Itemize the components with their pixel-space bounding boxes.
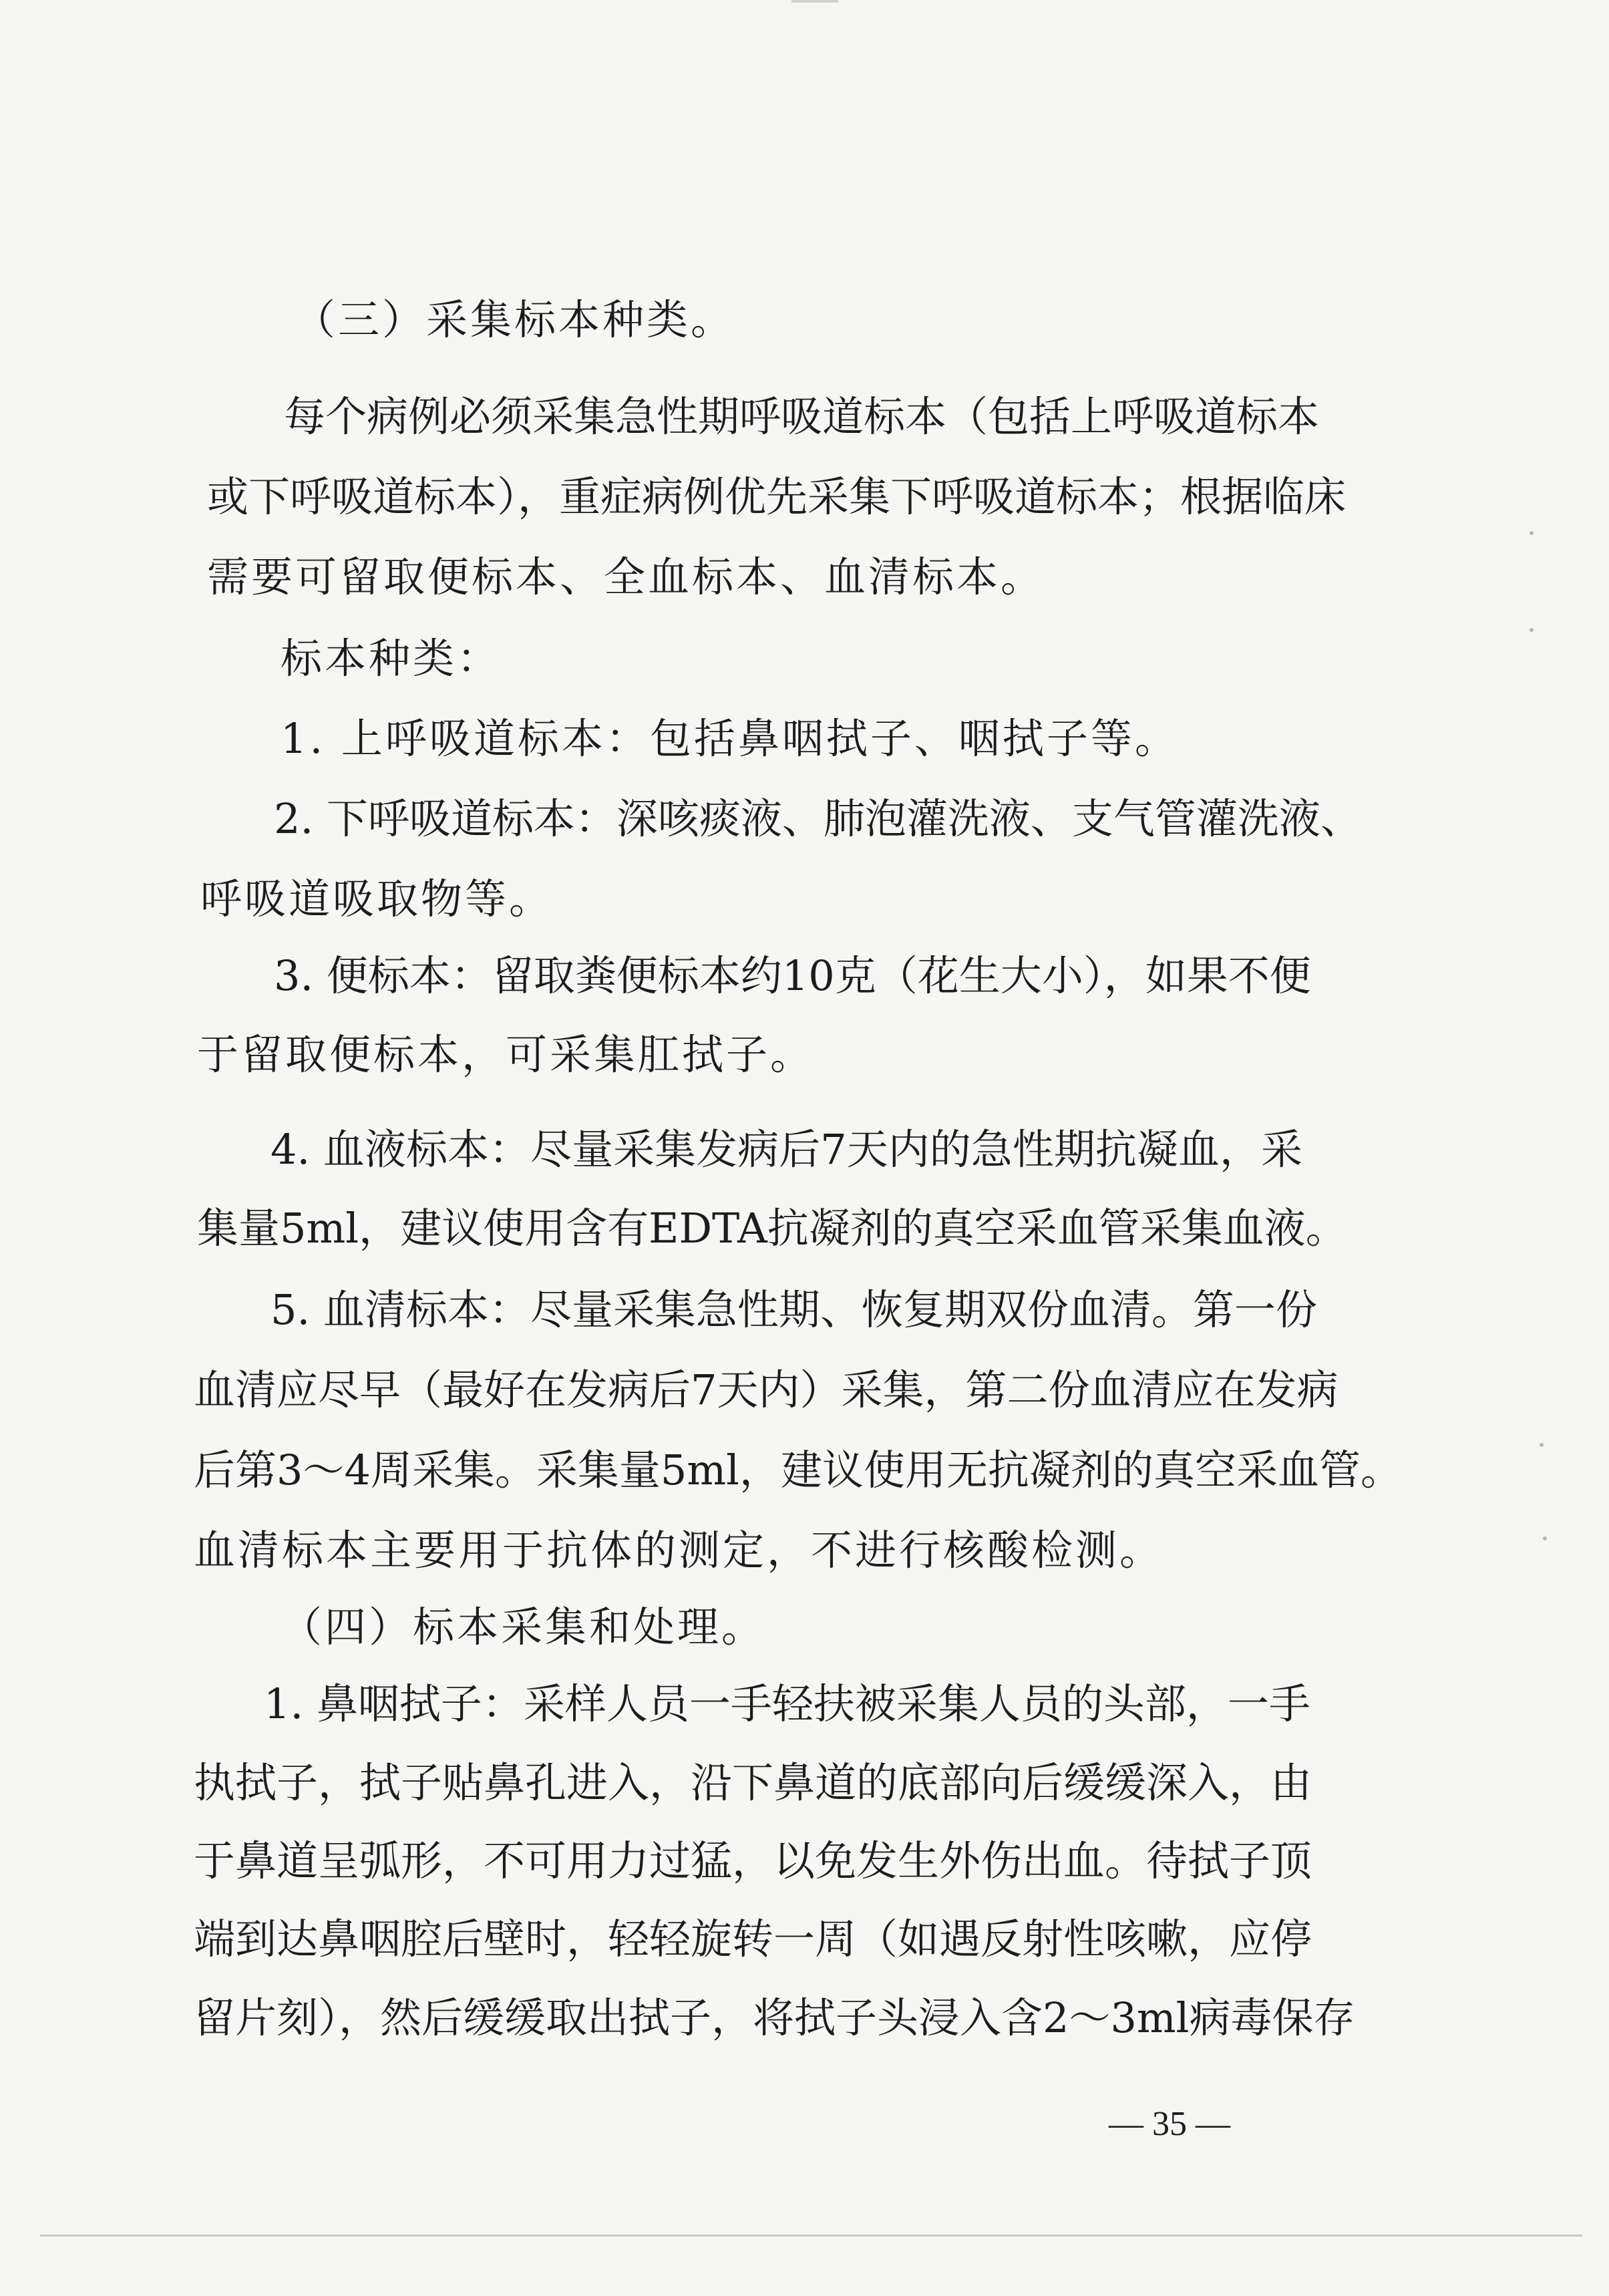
scan-speck	[1543, 1536, 1547, 1540]
section-heading-4: （四）标本采集和处理。	[281, 1603, 766, 1651]
paragraph-line: 于留取便标本，可采集肛拭子。	[197, 1030, 815, 1079]
scan-speck	[1540, 1443, 1544, 1447]
list-item-1: 1. 上呼吸道标本：包括鼻咽拭子、咽拭子等。	[281, 714, 1179, 763]
top-edge-mark	[791, 0, 838, 3]
paragraph-line: 需要可留取便标本、全血标本、血清标本。	[207, 552, 1045, 601]
paragraph-line: 执拭子，拭子贴鼻孔进入，沿下鼻道的底部向后缓缓深入，由	[194, 1758, 1312, 1807]
paragraph-line: 血清标本主要用于抗体的测定，不进行核酸检测。	[194, 1526, 1164, 1575]
list-item-1: 1. 鼻咽拭子：采样人员一手轻扶被采集人员的头部，一手	[264, 1679, 1310, 1728]
page-bottom-edge	[40, 2235, 1582, 2237]
list-item-5: 5. 血清标本：尽量采集急性期、恢复期双份血清。第一份	[271, 1285, 1317, 1334]
list-item-3: 3. 便标本：留取粪便标本约10克（花生大小），如果不便	[274, 951, 1311, 1000]
paragraph-line: 集量5ml，建议使用含有EDTA抗凝剂的真空采血管采集血液。	[197, 1204, 1347, 1253]
paragraph-line: 于鼻道呈弧形，不可用力过猛，以免发生外伤出血。待拭子顶	[194, 1836, 1312, 1885]
paragraph-line: 后第3～4周采集。采集量5ml，建议使用无抗凝剂的真空采血管。	[194, 1446, 1402, 1494]
paragraph-line: 呼吸道吸取物等。	[200, 874, 554, 923]
paragraph-line: 或下呼吸道标本），重症病例优先采集下呼吸道标本；根据临床	[207, 472, 1347, 521]
scan-speck	[1530, 628, 1534, 632]
paragraph-line: 标本种类：	[281, 634, 502, 683]
scan-speck	[1530, 531, 1534, 535]
paragraph-line: 端到达鼻咽腔后壁时，轻轻旋转一周（如遇反射性咳嗽，应停	[194, 1915, 1312, 1963]
list-item-2: 2. 下呼吸道标本：深咳痰液、肺泡灌洗液、支气管灌洗液、	[274, 794, 1362, 843]
paragraph-line: 留片刻），然后缓缓取出拭子，将拭子头浸入含2～3ml病毒保存	[194, 1993, 1355, 2042]
paragraph-line: 每个病例必须采集急性期呼吸道标本（包括上呼吸道标本	[284, 392, 1320, 441]
page-number: — 35 —	[1109, 2105, 1230, 2143]
list-item-4: 4. 血液标本：尽量采集发病后7天内的急性期抗凝血，采	[271, 1125, 1302, 1174]
section-heading-3: （三）采集标本种类。	[294, 295, 735, 344]
paragraph-line: 血清应尽早（最好在发病后7天内）采集，第二份血清应在发病	[194, 1365, 1338, 1414]
